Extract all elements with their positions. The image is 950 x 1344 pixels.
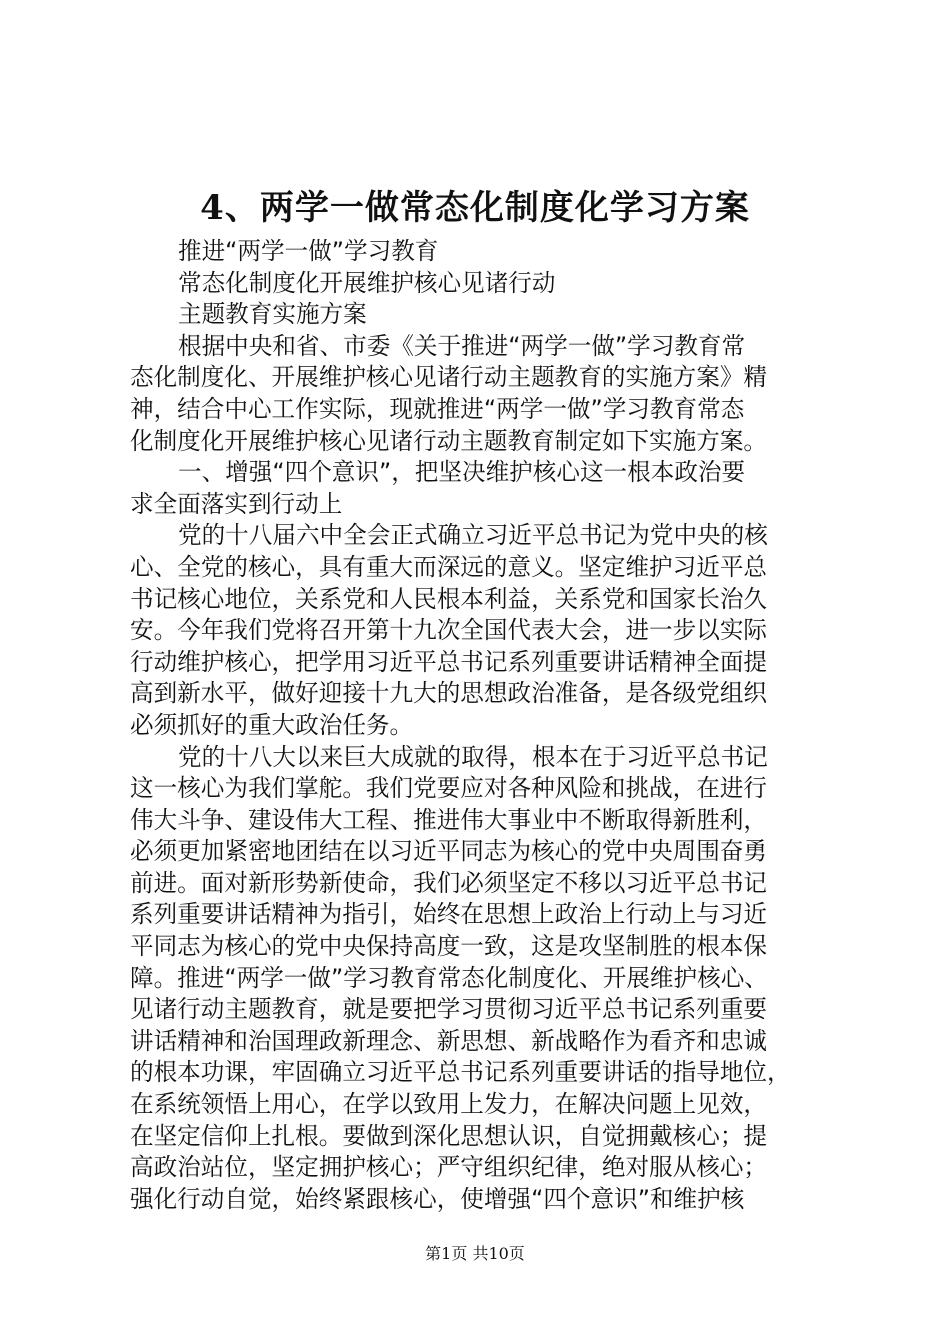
text-line: 伟大斗争、建设伟大工程、推进伟大事业中不断取得新胜利， [130, 805, 768, 834]
text-line: 高到新水平，做好迎接十九大的思想政治准备，是各级党组织 [130, 679, 768, 708]
text-line: 党的十八大以来巨大成就的取得，根本在于习近平总书记 [178, 742, 768, 771]
document-title: 4、两学一做常态化制度化学习方案 [200, 188, 750, 228]
text-line: 书记核心地位，关系党和人民根本利益，关系党和国家长治久 [130, 584, 768, 613]
text-line: 在系统领悟上用心，在学以致用上发力，在解决问题上见效， [130, 1090, 768, 1119]
text-line: 系列重要讲话精神为指引，始终在思想上政治上行动上与习近 [130, 900, 768, 929]
text-line: 行动维护核心，把学用习近平总书记系列重要讲话精神全面提 [130, 647, 768, 676]
text-line: 在坚定信仰上扎根。要做到深化思想认识，自觉拥戴核心；提 [130, 1121, 768, 1150]
text-line: 化制度化开展维护核心见诸行动主题教育制定如下实施方案。 [130, 426, 768, 455]
page-footer: 第1页 共10页 [425, 1244, 525, 1263]
text-line: 必须更加紧密地团结在以习近平同志为核心的党中央周围奋勇 [130, 837, 768, 866]
text-line: 强化行动自觉，始终紧跟核心，使增强“四个意识”和维护核 [130, 1184, 745, 1213]
text-line: 这一核心为我们掌舵。我们党要应对各种风险和挑战，在进行 [130, 774, 768, 803]
text-line: 心、全党的核心，具有重大而深远的意义。坚定维护习近平总 [130, 552, 768, 581]
text-line: 平同志为核心的党中央保持高度一致，这是攻坚制胜的根本保 [130, 932, 768, 961]
text-line: 推进“两学一做”学习教育 [178, 237, 439, 265]
text-line: 根据中央和省、市委《关于推进“两学一做”学习教育常 [178, 331, 746, 360]
text-line: 前进。面对新形势新使命，我们必须坚定不移以习近平总书记 [130, 868, 768, 897]
text-line: 主题教育实施方案 [178, 300, 367, 329]
text-line: 态化制度化、开展维护核心见诸行动主题教育的实施方案》精 [130, 363, 768, 392]
text-line: 求全面落实到行动上 [130, 489, 343, 518]
text-line: 常态化制度化开展维护核心见诸行动 [178, 268, 556, 297]
text-line: 安。今年我们党将召开第十九次全国代表大会，进一步以实际 [130, 616, 768, 645]
text-line: 一、增强“四个意识”，把坚决维护核心这一根本政治要 [178, 458, 746, 487]
text-line: 的根本功课，牢固确立习近平总书记系列重要讲话的指导地位， [130, 1058, 791, 1087]
text-line: 必须抓好的重大政治任务。 [130, 710, 414, 739]
document-body [130, 236, 830, 1215]
text-line: 见诸行动主题教育，就是要把学习贯彻习近平总书记系列重要 [130, 995, 768, 1024]
text-line: 障。推进“两学一做”学习教育常态化制度化、开展维护核心、 [130, 963, 768, 992]
text-line: 讲话精神和治国理政新理念、新思想、新战略作为看齐和忠诚 [130, 1026, 768, 1055]
text-line: 党的十八届六中全会正式确立习近平总书记为党中央的核 [178, 521, 768, 550]
text-line: 高政治站位，坚定拥护核心；严守组织纪律，绝对服从核心； [130, 1153, 768, 1182]
text-line: 神，结合中心工作实际，现就推进“两学一做”学习教育常态 [130, 394, 745, 423]
